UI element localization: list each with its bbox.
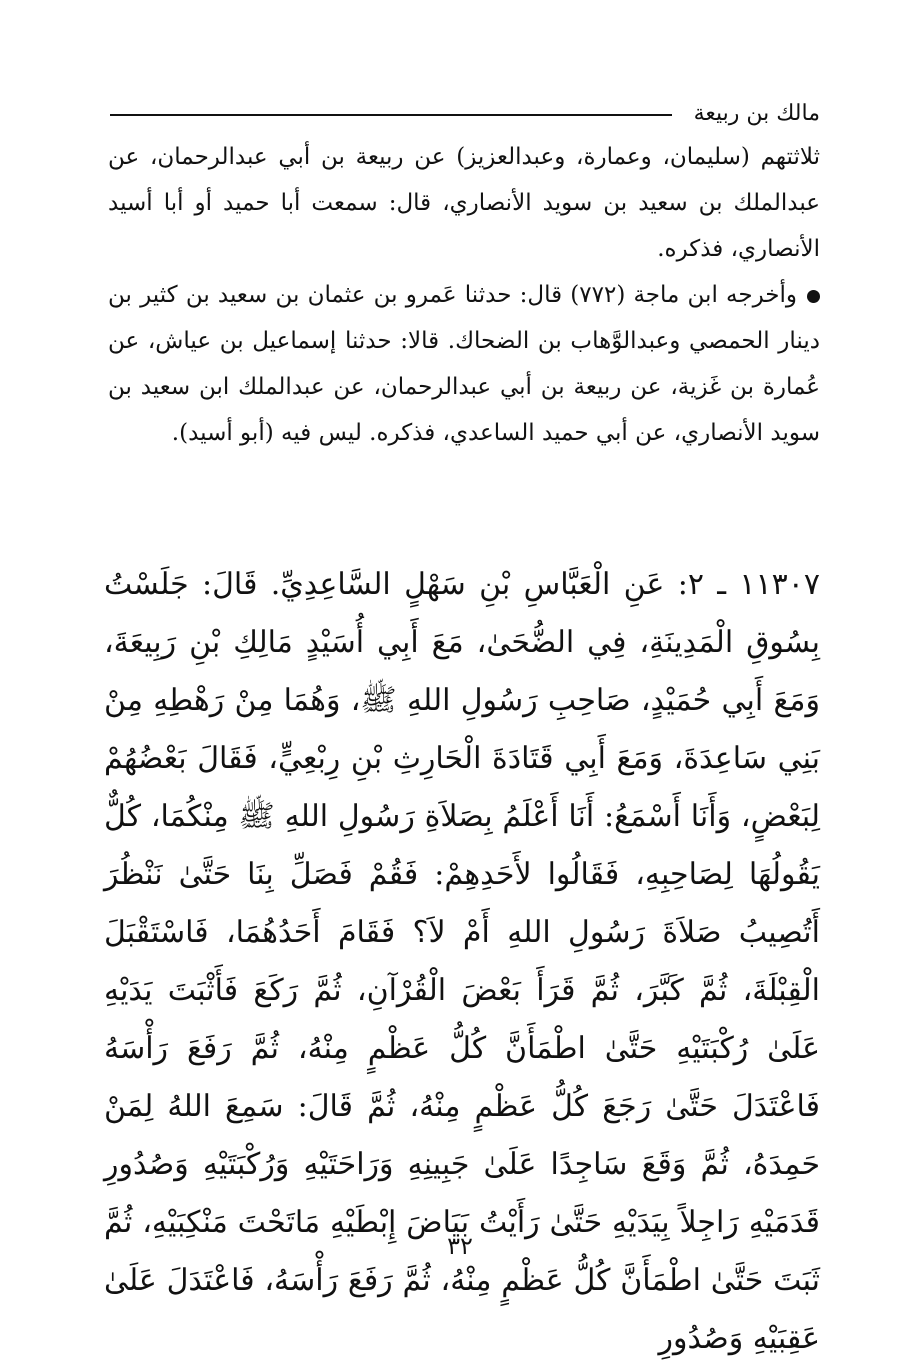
intro-paragraph-1: ثلاثتهم (سليمان، وعمارة، وعبدالعزيز) عن ربيعة بن أبي عبدالرحمان، عن عبدالملك بن سعيد بن سويد الأنصاري، قال: سمعت أبا حميد أو أبا أسيد الأنصاري، فذكره. bbox=[108, 144, 820, 262]
page-number: ٣٢ bbox=[447, 1232, 473, 1260]
running-header bbox=[110, 96, 820, 130]
header-rule bbox=[110, 114, 672, 116]
intro-paragraph-2 bbox=[108, 272, 820, 456]
bullet-dot-icon bbox=[807, 290, 820, 303]
intro-section bbox=[108, 134, 820, 456]
header-title: مالك بن ربيعة bbox=[693, 100, 820, 126]
intro-paragraph-2-text: وأخرجه ابن ماجة (٧٧٢) قال: حدثنا عَمرو بن عثمان بن سعيد بن كثير بن دينار الحمصي وعبدالوَّهاب بن الضحاك. قالا: حدثنا إسماعيل بن عياش، عن عُمارة بن غَزية، عن ربيعة بن أبي عبدالرحمان، عن عبدالملك ابن سعيد بن سويد الأنصاري، عن أبي حميد الساعدي، فذكره. ليس فيه (أبو أسيد). bbox=[108, 282, 820, 446]
hadith-text: ١١٣٠٧ ـ ٢: عَنِ الْعَبَّاسِ بْنِ سَهْلٍ السَّاعِدِيِّ. قَالَ: جَلَسْتُ بِسُوقِ الْمَدِينَةِ، فِي الضُّحَىٰ، مَعَ أَبِي أُسَيْدٍ مَالِكِ بْنِ رَبِيعَةَ، وَمَعَ أَبِي حُمَيْدٍ، صَاحِبِ رَسُولِ اللهِ ﷺ، وَهُمَا مِنْ رَهْطِهِ مِنْ بَنِي سَاعِدَةَ، وَمَعَ أَبِي قَتَادَةَ الْحَارِثِ بْنِ رِبْعِيٍّ، فَقَالَ بَعْضُهُمْ لِبَعْضٍ، وَأَنَا أَسْمَعُ: أَنَا أَعْلَمُ بِصَلاَةِ رَسُولِ اللهِ ﷺ مِنْكُمَا، كُلٌّ يَقُولُهَا لِصَاحِبِهِ، فَقَالُوا لأَحَدِهِمْ: فَقُمْ فَصَلِّ بِنَا حَتَّىٰ نَنْظُرَ أَتُصِيبُ صَلاَةَ رَسُولِ اللهِ أَمْ لاَ؟ فَقَامَ أَحَدُهُمَا، فَاسْتَقْبَلَ الْقِبْلَةَ، ثُمَّ كَبَّرَ، ثُمَّ قَرَأَ بَعْضَ الْقُرْآنِ، ثُمَّ رَكَعَ فَأَثْبَتَ يَدَيْهِ عَلَىٰ رُكْبَتَيْهِ حَتَّىٰ اطْمَأَنَّ كُلُّ عَظْمٍ مِنْهُ، ثُمَّ رَفَعَ رَأْسَهُ فَاعْتَدَلَ حَتَّىٰ رَجَعَ كُلُّ عَظْمٍ مِنْهُ، ثُمَّ قَالَ: سَمِعَ اللهُ لِمَنْ حَمِدَهُ، ثُمَّ وَقَعَ سَاجِدًا عَلَىٰ جَبِينِهِ وَرَاحَتَيْهِ وَرُكْبَتَيْهِ وَصُدُورِ قَدَمَيْهِ رَاجِلاً بِيَدَيْهِ حَتَّىٰ رَأَيْتُ بَيَاضَ إِبْطَيْهِ مَاتَحْتَ مَنْكِبَيْهِ، ثُمَّ ثَبَتَ حَتَّىٰ اطْمَأَنَّ كُلُّ عَظْمٍ مِنْهُ، ثُمَّ رَفَعَ رَأْسَهُ، فَاعْتَدَلَ عَلَىٰ عَقِبَيْهِ وَصُدُورِ bbox=[104, 567, 820, 1356]
